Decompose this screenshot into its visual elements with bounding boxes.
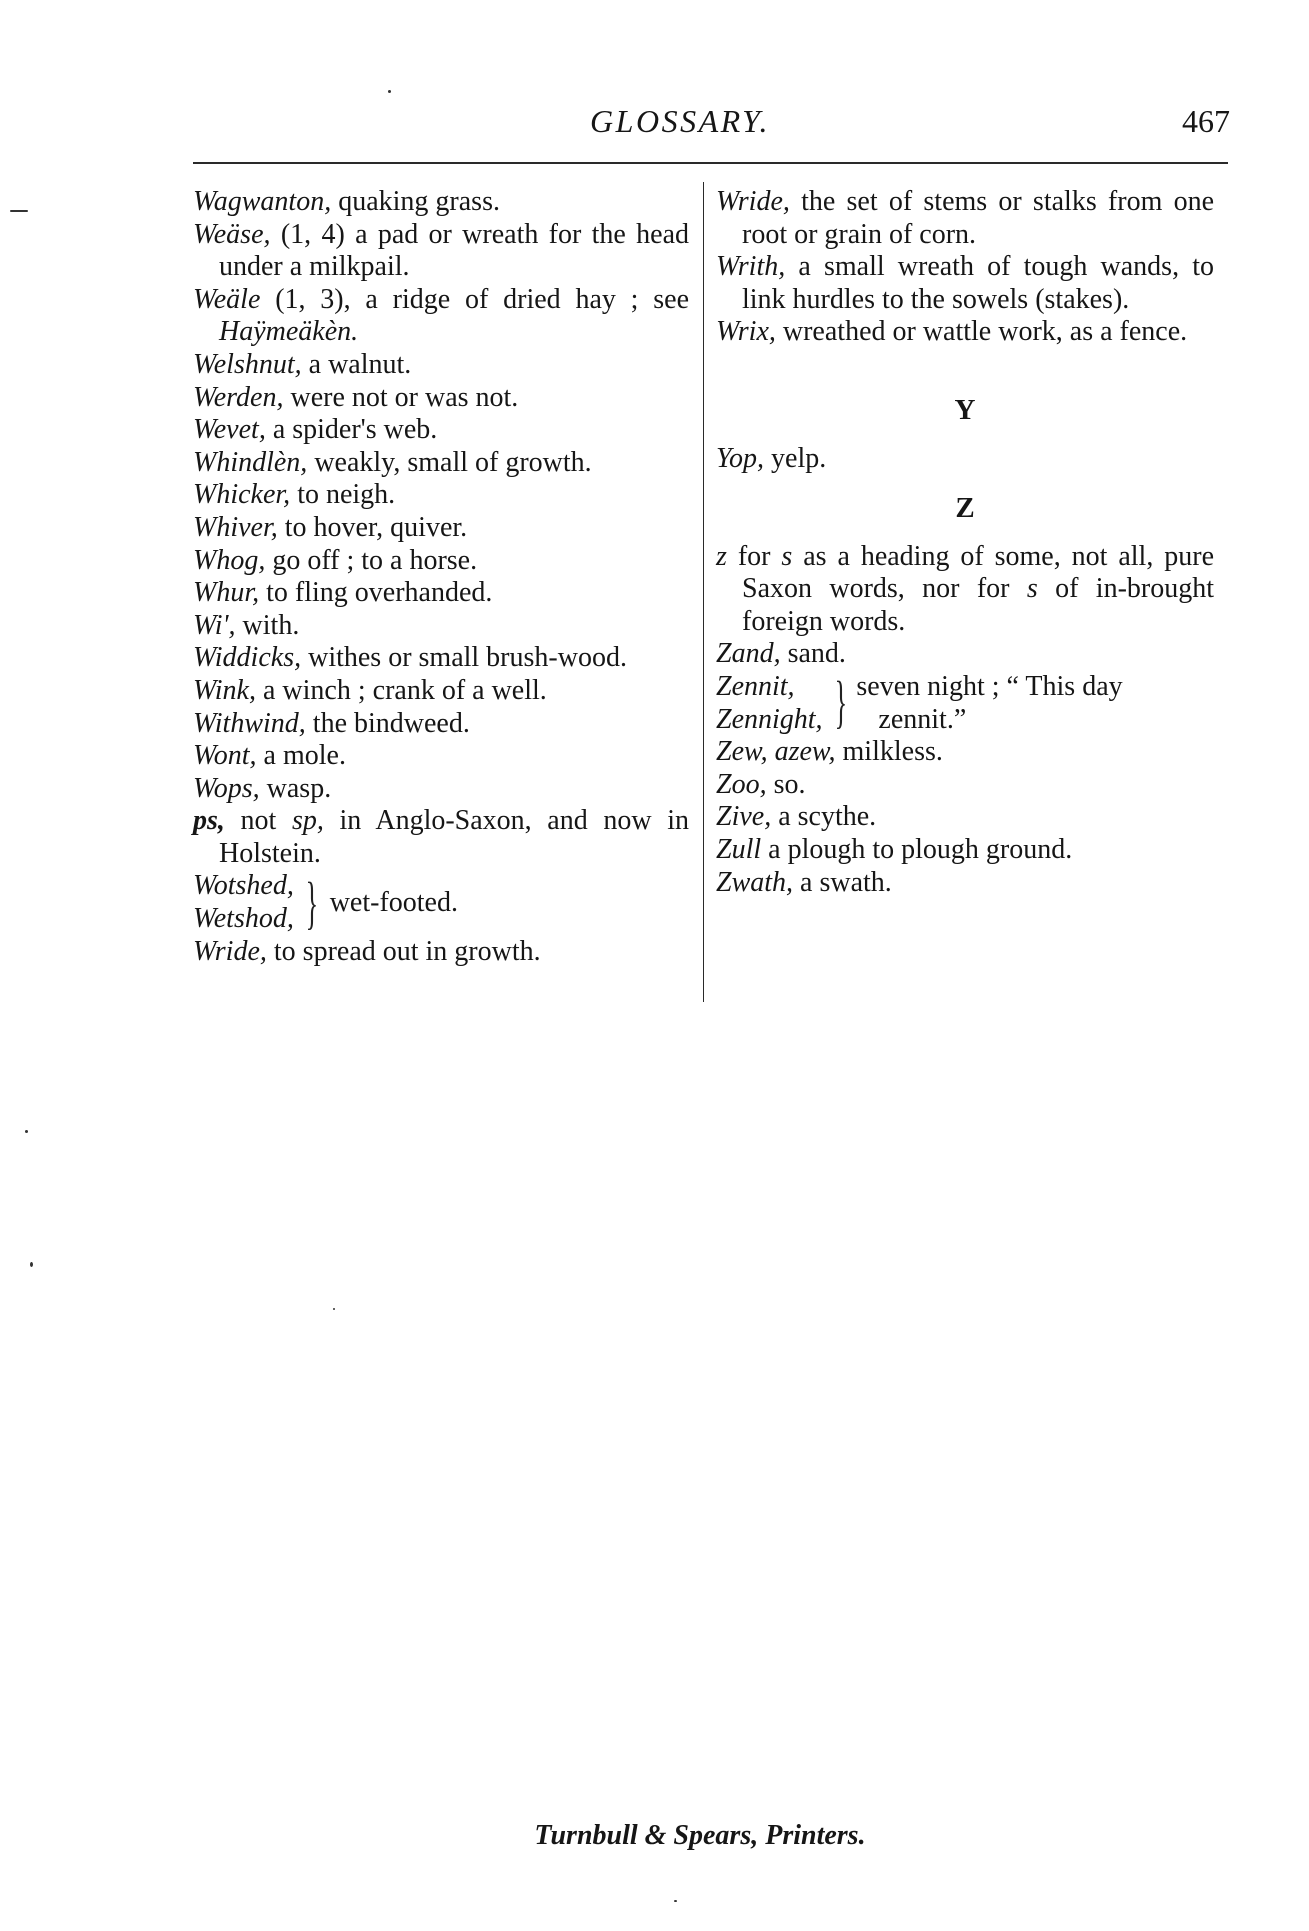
headword: Wi', (193, 609, 236, 641)
glossary-entry (193, 805, 689, 870)
definition: a mole. (256, 740, 346, 772)
glossary-entry (193, 708, 689, 741)
headword: Werden, (193, 381, 284, 413)
glossary-entry (716, 251, 1214, 316)
printer-imprint: Turnbull & Spears, Printers. (534, 1820, 866, 1851)
glossary-entry (193, 284, 689, 349)
glossary-entry (193, 382, 689, 415)
definition: milkless. (835, 736, 943, 768)
definition: so. (766, 768, 806, 800)
definition: to fling overhanded. (259, 577, 493, 609)
scan-speck (333, 1308, 335, 1310)
headword: Whiver, (193, 511, 278, 543)
definition: (1, 3), a ridge of dried hay ; see (260, 283, 689, 315)
definition: were not or was not. (283, 381, 519, 413)
definition: wreathed or wattle work, as a fence. (775, 316, 1188, 348)
definition: to hover, quiver. (277, 511, 468, 543)
definition: sand. (780, 638, 846, 670)
header-rule (193, 162, 1228, 164)
brace-definition (856, 671, 1122, 736)
headword: Wride, (716, 186, 790, 217)
definition: a small wreath of tough wands, to link hurdles to the sowels (stakes). (742, 251, 1214, 315)
glossary-entry (716, 801, 1214, 834)
glossary-entry (193, 545, 689, 578)
ps-term: ps, (193, 805, 225, 837)
note-text: of in-brought foreign words. (742, 573, 1214, 637)
glossary-entry (193, 610, 689, 643)
definition: a scythe. (771, 801, 877, 833)
definition (768, 736, 775, 767)
headword: Wotshed, (193, 870, 294, 902)
headword: Zand, (716, 638, 781, 670)
cross-reference: Haÿmeäkèn. (219, 316, 359, 348)
scan-speck (10, 210, 28, 212)
curly-brace-icon: } (305, 870, 319, 936)
glossary-entry (193, 349, 689, 382)
headword: Wops, (193, 772, 260, 804)
glossary-entry (193, 675, 689, 708)
headword: Wink, (193, 674, 256, 706)
headword: Zennight, (716, 703, 823, 735)
headword: Widdicks, (193, 642, 302, 674)
glossary-entry (193, 512, 689, 545)
glossary-entry (193, 642, 689, 675)
variant-headword: azew, (774, 736, 836, 768)
glossary-entry (193, 479, 689, 512)
glossary-entry (193, 447, 689, 480)
scan-speck (25, 1130, 28, 1133)
z-usage-note (716, 541, 1214, 639)
glossary-entry (193, 740, 689, 773)
definition: the set of stems or stalks from one root or grain of corn. (742, 186, 1214, 250)
definition: (1, 4) a pad or wreath for the head under a milkpail. (219, 218, 689, 283)
definition: a spider's web. (265, 414, 438, 446)
headword: Withwind, (193, 707, 306, 739)
glossary-entry (193, 219, 689, 284)
right-column (716, 186, 1214, 899)
headword: Zive, (716, 801, 772, 833)
glossary-entry (716, 638, 1214, 671)
headword: Wevet, (193, 414, 266, 446)
headword: Zwath, (716, 866, 794, 898)
glossary-entry (193, 414, 689, 447)
headword: Zew, (716, 736, 768, 768)
note-text: as a heading of some, not all, pure Saxon words, nor for (742, 540, 1214, 605)
column-divider (703, 182, 704, 1002)
s-letter: s (781, 540, 793, 572)
headword: Yop, (716, 442, 765, 474)
definition: a walnut. (301, 348, 412, 380)
glossary-entry (716, 867, 1214, 900)
definition: the bindweed. (305, 707, 470, 739)
headword: Whindlèn, (193, 446, 308, 478)
headword: Zennit, (716, 670, 795, 702)
section-heading-z: Z (955, 491, 975, 524)
note-text: for (726, 540, 782, 572)
definition: with. (235, 609, 300, 641)
headword: Weäse, (193, 218, 271, 250)
definition: weakly, small of growth. (307, 446, 592, 478)
section-heading-y: Y (954, 393, 976, 426)
headword: Wont, (193, 740, 257, 772)
glossary-entry (716, 834, 1214, 867)
brace-entry-zennit (716, 668, 1214, 736)
glossary-entry (193, 186, 689, 219)
headword: Writh, (716, 251, 786, 283)
headword: Wrix, (716, 316, 776, 348)
headword: Whur, (193, 577, 260, 609)
page-number: 467 (1182, 103, 1230, 139)
headword: Zoo, (716, 768, 767, 800)
definition-line: seven night ; “ This day (856, 670, 1123, 702)
definition: a plough to plough ground. (761, 833, 1073, 865)
s-letter: s (1026, 573, 1038, 605)
glossary-entry (193, 577, 689, 610)
curly-brace-icon: } (834, 668, 847, 734)
definition: go off ; to a horse. (265, 544, 478, 576)
scan-speck (30, 1262, 33, 1267)
definition: a swath. (793, 866, 892, 898)
headword: Weäle (193, 283, 261, 315)
headword: Wagwanton, (193, 186, 332, 217)
brace-entry-wetshod (193, 870, 689, 935)
definition: quaking grass. (331, 186, 500, 217)
glossary-entry (716, 443, 1214, 476)
definition: yelp. (764, 442, 827, 474)
definition: in Anglo-Saxon, and now in Holstein. (219, 805, 689, 869)
definition: to spread out in growth. (266, 935, 541, 967)
headword: Whog, (193, 544, 266, 576)
z-letter: z (716, 540, 727, 572)
definition-line: zennit.” (878, 703, 967, 735)
definition: wet-footed. (329, 886, 458, 918)
definition-connector: not (224, 805, 292, 837)
headword: Wride, (193, 935, 267, 967)
headword: Zull (716, 833, 762, 865)
scan-speck (674, 1900, 677, 1902)
brace-headwords (716, 671, 823, 736)
headword: Welshnut, (193, 348, 302, 380)
scan-speck (388, 90, 391, 93)
headword: Whicker, (193, 479, 291, 511)
glossary-entry (193, 773, 689, 806)
sp-term: sp, (291, 805, 324, 837)
glossary-entry (193, 936, 689, 969)
headword: Wetshod, (193, 903, 294, 935)
glossary-entry (716, 316, 1214, 349)
glossary-entry (716, 736, 1214, 769)
brace-headwords (193, 870, 294, 935)
running-title: GLOSSARY. (590, 103, 770, 139)
glossary-entry (716, 186, 1214, 251)
glossary-entry (716, 769, 1214, 802)
left-column (193, 186, 689, 968)
definition: to neigh. (290, 479, 396, 511)
definition: withes or small brush-wood. (301, 642, 627, 674)
definition: wasp. (259, 772, 332, 804)
definition: a winch ; crank of a well. (256, 674, 547, 706)
